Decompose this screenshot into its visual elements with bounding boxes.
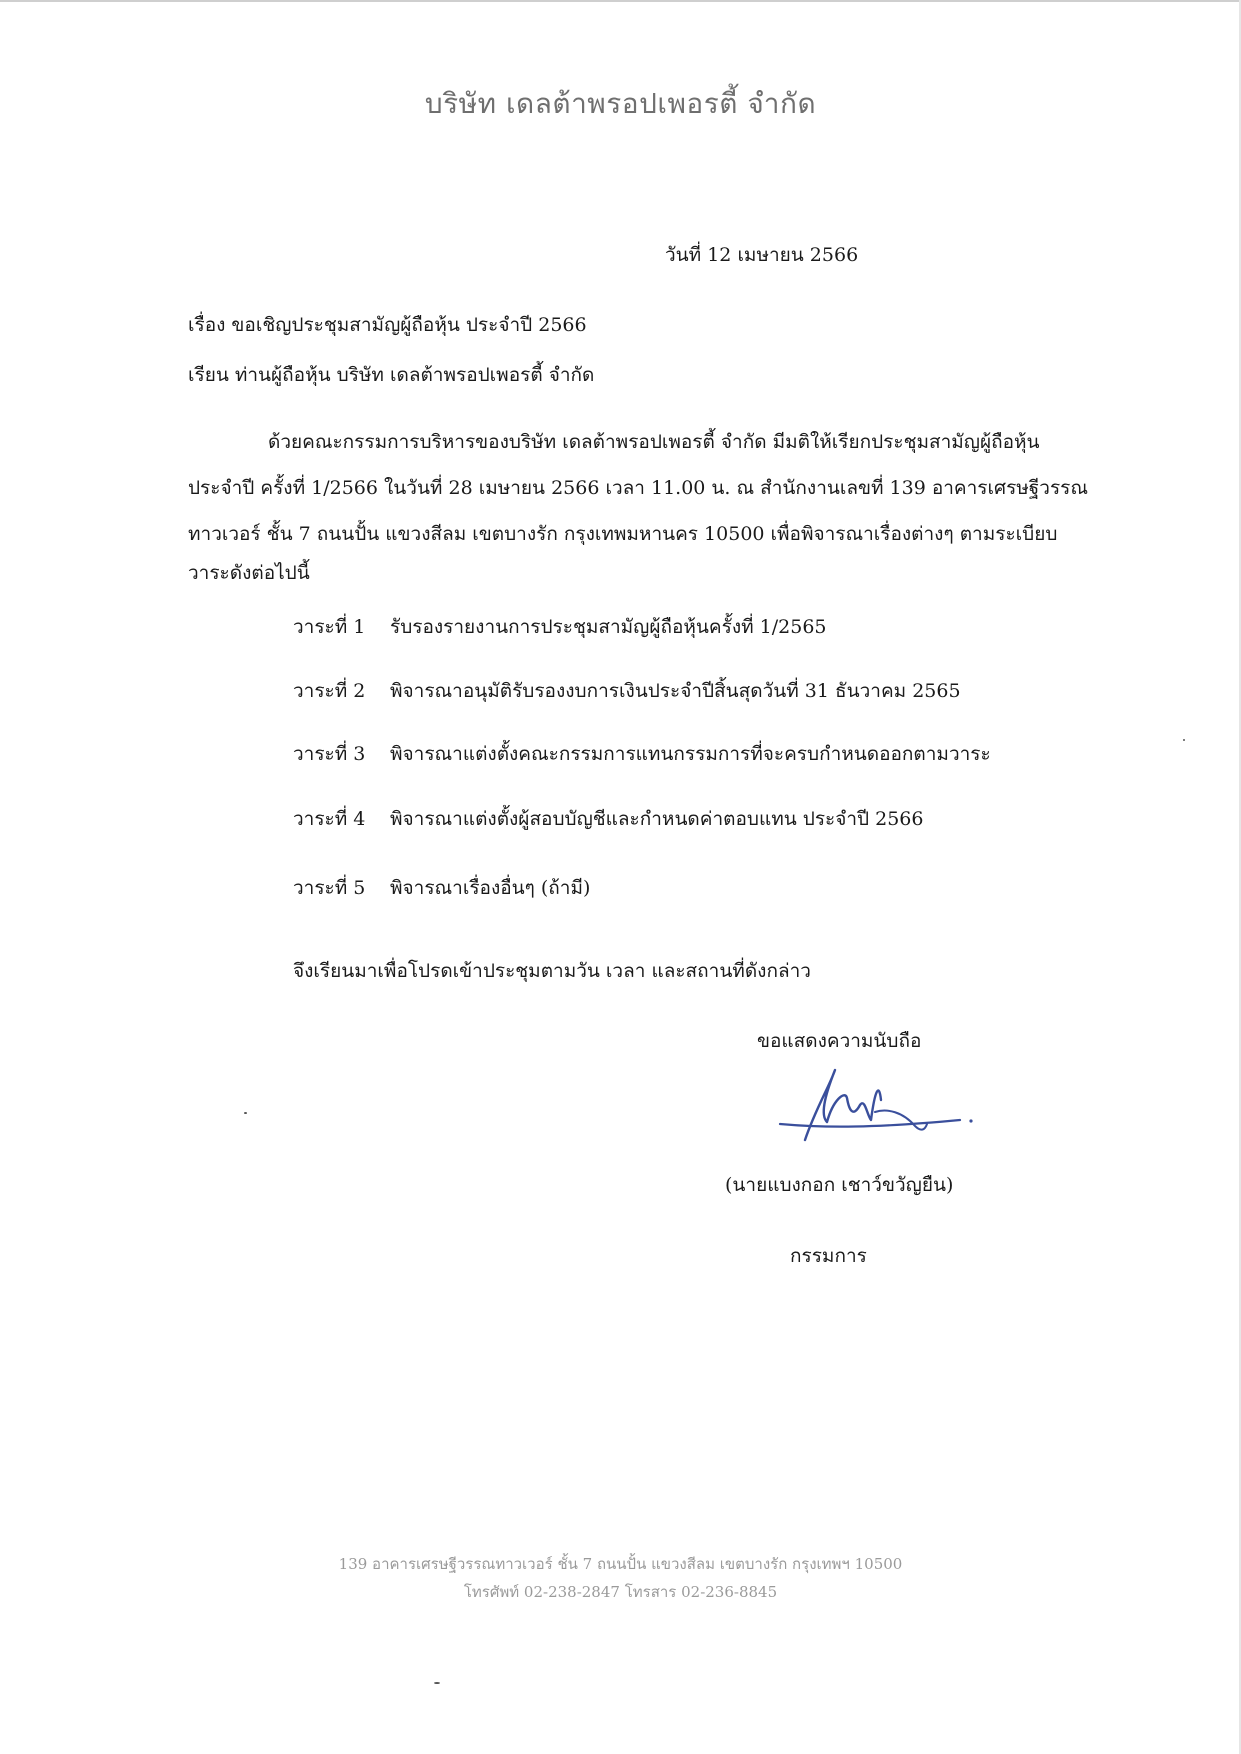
agenda-text: พิจารณาอนุมัติรับรองงบการเงินประจำปีสิ้นสุดวันที่ 31 ธันวาคม 2565	[390, 680, 961, 702]
agenda-number: วาระที่ 2	[293, 680, 366, 702]
body-line: ประจำปี ครั้งที่ 1/2566 ในวันที่ 28 เมษายน 2566 เวลา 11.00 น. ณ สำนักงานเลขที่ 139 อาคารเศรษฐีวรรณ	[188, 477, 1088, 499]
signer-name: (นายแบงกอก เชาว์ขวัญยืน)	[725, 1174, 954, 1196]
agenda-item	[293, 676, 961, 706]
signer-position: กรรมการ	[790, 1245, 867, 1267]
signature-image	[775, 1060, 975, 1155]
agenda-text: พิจารณาเรื่องอื่นๆ (ถ้ามี)	[390, 877, 591, 899]
footer-contact: โทรศัพท์ 02-238-2847 โทรสาร 02-236-8845	[463, 1583, 778, 1601]
company-letterhead: บริษัท เดลต้าพรอปเพอรตี้ จำกัด	[424, 87, 817, 120]
scan-speck	[244, 1112, 247, 1114]
letter-subject: เรื่อง ขอเชิญประชุมสามัญผู้ถือหุ้น ประจำปี 2566	[188, 314, 587, 336]
body-line: ด้วยคณะกรรมการบริหารของบริษัท เดลต้าพรอปเพอรตี้ จำกัด มีมติให้เรียกประชุมสามัญผู้ถือหุ้น	[268, 431, 1040, 453]
agenda-item	[293, 612, 827, 642]
footer-address: 139 อาคารเศรษฐีวรรณทาวเวอร์ ชั้น 7 ถนนปั้น แขวงสีลม เขตบางรัก กรุงเทพฯ 10500	[338, 1555, 903, 1573]
scan-speck	[1183, 739, 1185, 741]
agenda-item	[293, 739, 991, 769]
body-line: ทาวเวอร์ ชั้น 7 ถนนปั้น แขวงสีลม เขตบางรัก กรุงเทพมหานคร 10500 เพื่อพิจารณาเรื่องต่างๆ ตามระเบียบ	[188, 523, 1058, 545]
closing-line: จึงเรียนมาเพื่อโปรดเข้าประชุมตามวัน เวลา และสถานที่ดังกล่าว	[293, 960, 811, 982]
scan-edge-top	[0, 0, 1241, 2]
agenda-text: พิจารณาแต่งตั้งผู้สอบบัญชีและกำหนดค่าตอบแทน ประจำปี 2566	[390, 808, 924, 830]
agenda-number: วาระที่ 3	[293, 743, 366, 765]
agenda-number: วาระที่ 5	[293, 877, 366, 899]
agenda-item	[293, 804, 923, 834]
letter-date: วันที่ 12 เมษายน 2566	[665, 244, 859, 266]
agenda-text: พิจารณาแต่งตั้งคณะกรรมการแทนกรรมการที่จะครบกำหนดออกตามวาระ	[390, 743, 991, 765]
agenda-item	[293, 873, 590, 903]
letter-salutation: เรียน ท่านผู้ถือหุ้น บริษัท เดลต้าพรอปเพอรตี้ จำกัด	[188, 364, 595, 386]
agenda-number: วาระที่ 1	[293, 616, 366, 638]
body-line: วาระดังต่อไปนี้	[188, 562, 310, 584]
agenda-text: รับรองรายงานการประชุมสามัญผู้ถือหุ้นครั้งที่ 1/2565	[390, 616, 827, 638]
scan-speck	[434, 1682, 440, 1684]
agenda-number: วาระที่ 4	[293, 808, 366, 830]
regards-line: ขอแสดงความนับถือ	[757, 1030, 922, 1052]
